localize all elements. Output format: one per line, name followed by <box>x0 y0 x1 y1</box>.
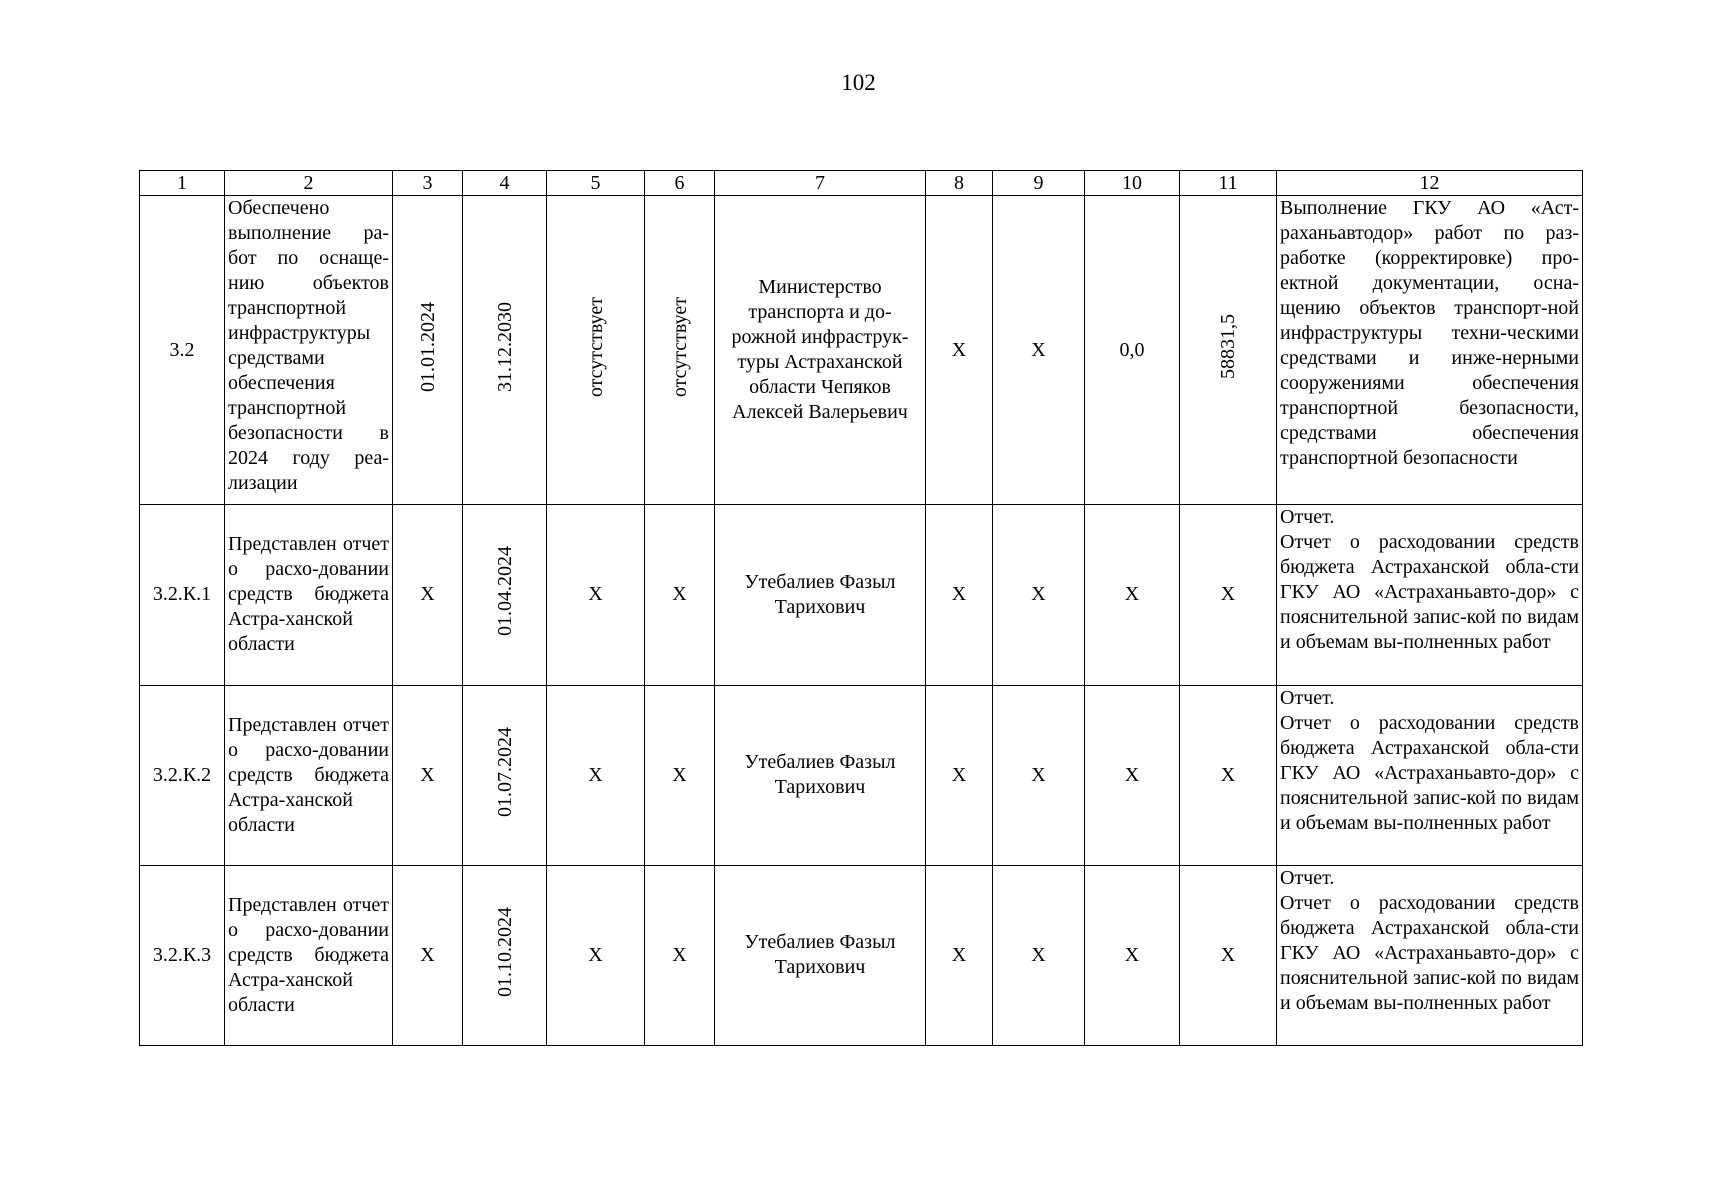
column-number: 7 <box>715 171 926 196</box>
description-heading: Отчет. <box>1280 866 1335 889</box>
end-date-text: 31.12.2030 <box>493 301 516 392</box>
responsible: Утебалиев Фазыл Тарихович <box>715 685 926 865</box>
table-row <box>140 685 1583 865</box>
responsible: Министерство транспорта и до-рожной инфраструк-туры Астраханской области Чепяков Алексей Валерьевич <box>715 196 926 505</box>
column-11-value: Х <box>1180 865 1277 1045</box>
column-5-value: Х <box>547 865 645 1045</box>
table-row <box>140 196 1583 505</box>
description-text: Отчет о расходовании средств бюджета Астраханской обла-сти ГКУ АО «Астраханьавто-дор» с пояснительной запис-кой по видам и объемам вы-полненных работ <box>1280 711 1579 834</box>
column-11-value <box>1180 196 1277 505</box>
column-9-value: Х <box>993 196 1085 505</box>
column-8-value: Х <box>926 196 993 505</box>
column-number: 8 <box>926 171 993 196</box>
page-number: 102 <box>841 70 876 95</box>
column-5-value <box>547 196 645 505</box>
column-number: 11 <box>1180 171 1277 196</box>
row-code: 3.2.К.2 <box>140 685 225 865</box>
start-date: Х <box>393 685 463 865</box>
responsible: Утебалиев Фазыл Тарихович <box>715 505 926 685</box>
table-row <box>140 865 1583 1045</box>
description-text: Отчет о расходовании средств бюджета Астраханской обла-сти ГКУ АО «Астраханьавто-дор» с пояснительной запис-кой по видам и объемам вы-полненных работ <box>1280 531 1579 654</box>
column-10-value: Х <box>1085 505 1180 685</box>
start-date <box>393 196 463 505</box>
end-date-text: 01.07.2024 <box>493 726 516 817</box>
column-11-value: Х <box>1180 505 1277 685</box>
end-date <box>463 196 547 505</box>
end-date <box>463 505 547 685</box>
column-6-value: Х <box>645 865 715 1045</box>
column-9-value: Х <box>993 685 1085 865</box>
responsible: Утебалиев Фазыл Тарихович <box>715 865 926 1045</box>
result-name: Представлен отчет о расхо-довании средств бюджета Астра-ханской области <box>225 865 393 1045</box>
table-row <box>140 505 1583 685</box>
start-date-text: 01.01.2024 <box>416 301 439 392</box>
activity-table <box>139 170 1583 1046</box>
column-number: 6 <box>645 171 715 196</box>
column-6-value: Х <box>645 685 715 865</box>
column-number: 10 <box>1085 171 1180 196</box>
column-number: 5 <box>547 171 645 196</box>
row-code: 3.2.К.3 <box>140 865 225 1045</box>
column-10-value: 0,0 <box>1085 196 1180 505</box>
column-6-value: Х <box>645 505 715 685</box>
column-11-text: 58831,5 <box>1217 314 1239 380</box>
description <box>1277 505 1583 685</box>
column-8-value: Х <box>926 685 993 865</box>
result-name: Представлен отчет о расхо-довании средств бюджета Астра-ханской области <box>225 505 393 685</box>
column-11-value: Х <box>1180 685 1277 865</box>
column-8-value: Х <box>926 505 993 685</box>
end-date-text: 01.04.2024 <box>493 546 516 637</box>
column-9-value: Х <box>993 865 1085 1045</box>
column-5-value: Х <box>547 685 645 865</box>
column-10-value: Х <box>1085 865 1180 1045</box>
column-6-value <box>645 196 715 505</box>
column-9-value: Х <box>993 505 1085 685</box>
result-name: Обеспечено выполнение ра-бот по оснаще-нию объектов транспортной инфраструктуры средствами обеспечения транспортной безопасности в 2024 году реа-лизации <box>225 196 393 505</box>
column-number: 2 <box>225 171 393 196</box>
start-date: Х <box>393 505 463 685</box>
start-date: Х <box>393 865 463 1045</box>
end-date <box>463 685 547 865</box>
column-number: 3 <box>393 171 463 196</box>
row-code: 3.2 <box>140 196 225 505</box>
description-text: Отчет о расходовании средств бюджета Астраханской обла-сти ГКУ АО «Астраханьавто-дор» с пояснительной запис-кой по видам и объемам вы-полненных работ <box>1280 891 1579 1014</box>
end-date-text: 01.10.2024 <box>493 906 516 997</box>
description: Выполнение ГКУ АО «Аст-раханьавтодор» работ по раз-работке (корректировке) про-ектной документации, осна-щению объектов транспорт-ной инфраструктуры техни-ческими средствами и инже-нерными сооружениями обеспечения транспортной безопасности, средствами обеспечения транспортной безопасности <box>1277 196 1583 505</box>
row-code: 3.2.К.1 <box>140 505 225 685</box>
column-5-value: Х <box>547 505 645 685</box>
column-number: 1 <box>140 171 225 196</box>
column-number-row <box>140 171 1583 196</box>
column-5-text: отсутствует <box>584 296 607 397</box>
description <box>1277 685 1583 865</box>
column-number: 9 <box>993 171 1085 196</box>
description-heading: Отчет. <box>1280 506 1335 529</box>
column-6-text: отсутствует <box>668 296 691 397</box>
result-name: Представлен отчет о расхо-довании средств бюджета Астра-ханской области <box>225 685 393 865</box>
column-8-value: Х <box>926 865 993 1045</box>
column-10-value: Х <box>1085 685 1180 865</box>
column-number: 12 <box>1277 171 1583 196</box>
description-heading: Отчет. <box>1280 686 1335 709</box>
end-date <box>463 865 547 1045</box>
description <box>1277 865 1583 1045</box>
column-number: 4 <box>463 171 547 196</box>
